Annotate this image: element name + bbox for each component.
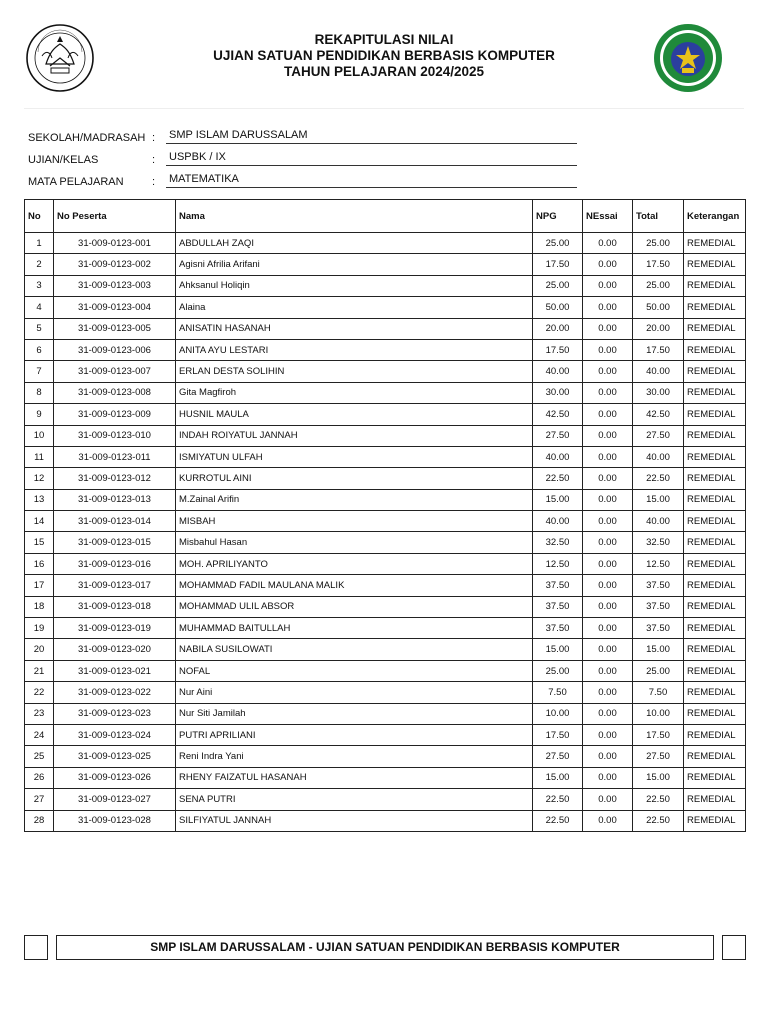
cell-nama: Agisni Afrilia Arifani: [176, 254, 533, 275]
cell-no: 12: [25, 468, 54, 489]
cell-no: 13: [25, 489, 54, 510]
cell-nessai: 0.00: [583, 767, 633, 788]
header-nessai: NEssai: [583, 200, 633, 233]
cell-peserta: 31-009-0123-004: [54, 297, 176, 318]
cell-npg: 15.00: [533, 639, 583, 660]
cell-npg: 20.00: [533, 318, 583, 339]
cell-nessai: 0.00: [583, 382, 633, 403]
cell-peserta: 31-009-0123-019: [54, 618, 176, 639]
cell-nama: PUTRI APRILIANI: [176, 724, 533, 745]
cell-total: 27.50: [633, 425, 684, 446]
cell-no: 14: [25, 511, 54, 532]
cell-npg: 37.50: [533, 618, 583, 639]
table-row: [25, 511, 746, 532]
score-table: [24, 199, 746, 832]
cell-keterangan: REMEDIAL: [684, 724, 746, 745]
cell-npg: 12.50: [533, 553, 583, 574]
cell-nama: HUSNIL MAULA: [176, 404, 533, 425]
cell-npg: 27.50: [533, 425, 583, 446]
cell-keterangan: REMEDIAL: [684, 575, 746, 596]
cell-peserta: 31-009-0123-018: [54, 596, 176, 617]
cell-keterangan: REMEDIAL: [684, 318, 746, 339]
title-line-3: TAHUN PELAJARAN 2024/2025: [283, 64, 485, 79]
title-line-1: REKAPITULASI NILAI: [314, 32, 454, 47]
cell-peserta: 31-009-0123-013: [54, 489, 176, 510]
cell-no: 27: [25, 789, 54, 810]
cell-peserta: 31-009-0123-011: [54, 446, 176, 467]
cell-no: 24: [25, 724, 54, 745]
info-row-ujian: [28, 149, 588, 171]
cell-nessai: 0.00: [583, 489, 633, 510]
cell-total: 12.50: [633, 553, 684, 574]
cell-total: 22.50: [633, 468, 684, 489]
cell-keterangan: REMEDIAL: [684, 746, 746, 767]
cell-npg: 7.50: [533, 682, 583, 703]
cell-nessai: 0.00: [583, 724, 633, 745]
cell-total: 17.50: [633, 254, 684, 275]
cell-peserta: 31-009-0123-027: [54, 789, 176, 810]
cell-peserta: 31-009-0123-016: [54, 553, 176, 574]
table-row: [25, 682, 746, 703]
cell-keterangan: REMEDIAL: [684, 553, 746, 574]
cell-keterangan: REMEDIAL: [684, 297, 746, 318]
cell-keterangan: REMEDIAL: [684, 339, 746, 360]
cell-no: 26: [25, 767, 54, 788]
cell-no: 28: [25, 810, 54, 831]
cell-total: 17.50: [633, 339, 684, 360]
cell-nama: SENA PUTRI: [176, 789, 533, 810]
cell-keterangan: REMEDIAL: [684, 639, 746, 660]
cell-total: 40.00: [633, 511, 684, 532]
cell-no: 10: [25, 425, 54, 446]
cell-npg: 17.50: [533, 254, 583, 275]
table-row: [25, 532, 746, 553]
header-npg: NPG: [533, 200, 583, 233]
cell-total: 25.00: [633, 233, 684, 254]
cell-no: 15: [25, 532, 54, 553]
cell-peserta: 31-009-0123-025: [54, 746, 176, 767]
cell-peserta: 31-009-0123-028: [54, 810, 176, 831]
cell-no: 18: [25, 596, 54, 617]
cell-keterangan: REMEDIAL: [684, 361, 746, 382]
cell-total: 20.00: [633, 318, 684, 339]
cell-npg: 25.00: [533, 660, 583, 681]
cell-nama: Gita Magfiroh: [176, 382, 533, 403]
cell-nama: INDAH ROIYATUL JANNAH: [176, 425, 533, 446]
cell-total: 25.00: [633, 660, 684, 681]
cell-nessai: 0.00: [583, 254, 633, 275]
cell-total: 40.00: [633, 361, 684, 382]
cell-no: 4: [25, 297, 54, 318]
colon: :: [152, 154, 156, 166]
cell-peserta: 31-009-0123-008: [54, 382, 176, 403]
cell-keterangan: REMEDIAL: [684, 596, 746, 617]
cell-no: 11: [25, 446, 54, 467]
cell-nama: Nur Siti Jamilah: [176, 703, 533, 724]
cell-nessai: 0.00: [583, 639, 633, 660]
cell-keterangan: REMEDIAL: [684, 703, 746, 724]
cell-keterangan: REMEDIAL: [684, 404, 746, 425]
cell-keterangan: REMEDIAL: [684, 810, 746, 831]
cell-peserta: 31-009-0123-015: [54, 532, 176, 553]
cell-keterangan: REMEDIAL: [684, 682, 746, 703]
cell-keterangan: REMEDIAL: [684, 532, 746, 553]
cell-total: 22.50: [633, 789, 684, 810]
cell-total: 15.00: [633, 639, 684, 660]
cell-keterangan: REMEDIAL: [684, 789, 746, 810]
mapel-value: MATEMATIKA: [166, 173, 577, 188]
cell-npg: 37.50: [533, 575, 583, 596]
cell-keterangan: REMEDIAL: [684, 767, 746, 788]
cell-peserta: 31-009-0123-012: [54, 468, 176, 489]
cell-npg: 50.00: [533, 297, 583, 318]
cell-total: 15.00: [633, 767, 684, 788]
cell-total: 30.00: [633, 382, 684, 403]
table-row: [25, 254, 746, 275]
cell-no: 22: [25, 682, 54, 703]
cell-nama: M.Zainal Arifin: [176, 489, 533, 510]
table-row: [25, 660, 746, 681]
table-row: [25, 724, 746, 745]
cell-total: 37.50: [633, 596, 684, 617]
table-row: [25, 489, 746, 510]
cell-peserta: 31-009-0123-022: [54, 682, 176, 703]
cell-nama: ISMIYATUN ULFAH: [176, 446, 533, 467]
cell-nessai: 0.00: [583, 532, 633, 553]
cell-npg: 37.50: [533, 596, 583, 617]
cell-nessai: 0.00: [583, 596, 633, 617]
exam-info: [28, 127, 588, 193]
table-row: [25, 746, 746, 767]
colon: :: [152, 176, 156, 188]
cell-nessai: 0.00: [583, 660, 633, 681]
table-row: [25, 468, 746, 489]
mapel-label: MATA PELAJARAN: [28, 176, 124, 188]
cell-peserta: 31-009-0123-009: [54, 404, 176, 425]
cell-no: 6: [25, 339, 54, 360]
cell-no: 21: [25, 660, 54, 681]
cell-total: 27.50: [633, 746, 684, 767]
cell-peserta: 31-009-0123-010: [54, 425, 176, 446]
table-header-row: [25, 200, 746, 233]
cell-npg: 40.00: [533, 361, 583, 382]
sekolah-value: SMP ISLAM DARUSSALAM: [166, 129, 577, 144]
cell-nama: Alaina: [176, 297, 533, 318]
table-row: [25, 767, 746, 788]
cell-total: 7.50: [633, 682, 684, 703]
cell-nessai: 0.00: [583, 468, 633, 489]
cell-nama: Misbahul Hasan: [176, 532, 533, 553]
table-row: [25, 553, 746, 574]
school-logo: [652, 22, 724, 94]
cell-nama: Reni Indra Yani: [176, 746, 533, 767]
cell-keterangan: REMEDIAL: [684, 660, 746, 681]
page-header: [0, 0, 768, 100]
cell-no: 25: [25, 746, 54, 767]
cell-keterangan: REMEDIAL: [684, 468, 746, 489]
cell-peserta: 31-009-0123-002: [54, 254, 176, 275]
table-row: [25, 339, 746, 360]
cell-npg: 25.00: [533, 275, 583, 296]
title-line-2: UJIAN SATUAN PENDIDIKAN BERBASIS KOMPUTER: [213, 48, 555, 63]
ujian-label: UJIAN/KELAS: [28, 154, 99, 166]
cell-nessai: 0.00: [583, 297, 633, 318]
cell-nessai: 0.00: [583, 575, 633, 596]
cell-npg: 15.00: [533, 489, 583, 510]
cell-nessai: 0.00: [583, 361, 633, 382]
cell-total: 32.50: [633, 532, 684, 553]
cell-total: 42.50: [633, 404, 684, 425]
info-row-sekolah: [28, 127, 588, 149]
cell-peserta: 31-009-0123-006: [54, 339, 176, 360]
cell-total: 17.50: [633, 724, 684, 745]
cell-no: 20: [25, 639, 54, 660]
cell-npg: 40.00: [533, 446, 583, 467]
cell-nessai: 0.00: [583, 318, 633, 339]
header-divider: [24, 108, 744, 109]
cell-nessai: 0.00: [583, 618, 633, 639]
cell-peserta: 31-009-0123-021: [54, 660, 176, 681]
cell-total: 25.00: [633, 275, 684, 296]
cell-no: 3: [25, 275, 54, 296]
cell-npg: 22.50: [533, 468, 583, 489]
table-row: [25, 233, 746, 254]
table-row: [25, 575, 746, 596]
cell-peserta: 31-009-0123-024: [54, 724, 176, 745]
cell-keterangan: REMEDIAL: [684, 618, 746, 639]
header-total: Total: [633, 200, 684, 233]
table-row: [25, 446, 746, 467]
cell-nessai: 0.00: [583, 789, 633, 810]
cell-nessai: 0.00: [583, 703, 633, 724]
cell-peserta: 31-009-0123-020: [54, 639, 176, 660]
cell-nessai: 0.00: [583, 275, 633, 296]
cell-npg: 22.50: [533, 810, 583, 831]
cell-peserta: 31-009-0123-001: [54, 233, 176, 254]
cell-peserta: 31-009-0123-023: [54, 703, 176, 724]
cell-total: 40.00: [633, 446, 684, 467]
table-row: [25, 361, 746, 382]
header-no: No: [25, 200, 54, 233]
document-title: [140, 32, 628, 80]
cell-peserta: 31-009-0123-005: [54, 318, 176, 339]
footer-right-box: [722, 935, 746, 960]
cell-total: 50.00: [633, 297, 684, 318]
table-row: [25, 404, 746, 425]
cell-total: 15.00: [633, 489, 684, 510]
cell-nama: Ahksanul Holiqin: [176, 275, 533, 296]
table-row: [25, 639, 746, 660]
cell-nama: ABDULLAH ZAQI: [176, 233, 533, 254]
cell-peserta: 31-009-0123-026: [54, 767, 176, 788]
cell-total: 37.50: [633, 618, 684, 639]
cell-peserta: 31-009-0123-003: [54, 275, 176, 296]
cell-no: 2: [25, 254, 54, 275]
cell-keterangan: REMEDIAL: [684, 275, 746, 296]
footer-left-box: [24, 935, 48, 960]
header-nama: Nama: [176, 200, 533, 233]
cell-total: 22.50: [633, 810, 684, 831]
cell-peserta: 31-009-0123-014: [54, 511, 176, 532]
cell-nama: ANITA AYU LESTARI: [176, 339, 533, 360]
cell-total: 10.00: [633, 703, 684, 724]
cell-no: 19: [25, 618, 54, 639]
cell-nessai: 0.00: [583, 682, 633, 703]
cell-no: 7: [25, 361, 54, 382]
cell-no: 1: [25, 233, 54, 254]
cell-nama: Nur Aini: [176, 682, 533, 703]
cell-npg: 42.50: [533, 404, 583, 425]
cell-keterangan: REMEDIAL: [684, 489, 746, 510]
cell-nessai: 0.00: [583, 339, 633, 360]
cell-peserta: 31-009-0123-007: [54, 361, 176, 382]
cell-npg: 40.00: [533, 511, 583, 532]
cell-keterangan: REMEDIAL: [684, 446, 746, 467]
cell-npg: 17.50: [533, 724, 583, 745]
colon: :: [152, 132, 156, 144]
cell-no: 5: [25, 318, 54, 339]
cell-keterangan: REMEDIAL: [684, 233, 746, 254]
header-keterangan: Keterangan: [684, 200, 746, 233]
cell-nama: RHENY FAIZATUL HASANAH: [176, 767, 533, 788]
table-row: [25, 618, 746, 639]
table-row: [25, 810, 746, 831]
table-row: [25, 425, 746, 446]
cell-no: 23: [25, 703, 54, 724]
cell-nessai: 0.00: [583, 233, 633, 254]
info-row-mapel: [28, 171, 588, 193]
table-row: [25, 382, 746, 403]
cell-npg: 15.00: [533, 767, 583, 788]
header-peserta: No Peserta: [54, 200, 176, 233]
cell-nama: MOHAMMAD ULIL ABSOR: [176, 596, 533, 617]
cell-nama: MOH. APRILIYANTO: [176, 553, 533, 574]
cell-keterangan: REMEDIAL: [684, 254, 746, 275]
cell-npg: 27.50: [533, 746, 583, 767]
cell-nessai: 0.00: [583, 553, 633, 574]
cell-no: 8: [25, 382, 54, 403]
cell-keterangan: REMEDIAL: [684, 425, 746, 446]
cell-nama: NOFAL: [176, 660, 533, 681]
cell-nessai: 0.00: [583, 746, 633, 767]
cell-total: 37.50: [633, 575, 684, 596]
table-row: [25, 297, 746, 318]
cell-nama: MISBAH: [176, 511, 533, 532]
cell-nama: MUHAMMAD BAITULLAH: [176, 618, 533, 639]
sekolah-label: SEKOLAH/MADRASAH: [28, 132, 146, 144]
cell-npg: 25.00: [533, 233, 583, 254]
table-row: [25, 318, 746, 339]
cell-nessai: 0.00: [583, 810, 633, 831]
cell-no: 9: [25, 404, 54, 425]
cell-nessai: 0.00: [583, 425, 633, 446]
cell-nama: SILFIYATUL JANNAH: [176, 810, 533, 831]
cell-nessai: 0.00: [583, 511, 633, 532]
table-row: [25, 789, 746, 810]
cell-no: 16: [25, 553, 54, 574]
cell-peserta: 31-009-0123-017: [54, 575, 176, 596]
cell-nama: MOHAMMAD FADIL MAULANA MALIK: [176, 575, 533, 596]
cell-npg: 17.50: [533, 339, 583, 360]
cell-npg: 22.50: [533, 789, 583, 810]
cell-nessai: 0.00: [583, 446, 633, 467]
cell-keterangan: REMEDIAL: [684, 382, 746, 403]
cell-no: 17: [25, 575, 54, 596]
cell-npg: 10.00: [533, 703, 583, 724]
table-row: [25, 596, 746, 617]
cell-nama: ANISATIN HASANAH: [176, 318, 533, 339]
cell-nama: KURROTUL AINI: [176, 468, 533, 489]
cell-nama: NABILA SUSILOWATI: [176, 639, 533, 660]
cell-nama: ERLAN DESTA SOLIHIN: [176, 361, 533, 382]
ujian-value: USPBK / IX: [166, 151, 577, 166]
footer-text: SMP ISLAM DARUSSALAM - UJIAN SATUAN PENDIDIKAN BERBASIS KOMPUTER: [56, 935, 714, 960]
cell-keterangan: REMEDIAL: [684, 511, 746, 532]
table-row: [25, 703, 746, 724]
cell-npg: 30.00: [533, 382, 583, 403]
tut-wuri-handayani-logo: [24, 22, 96, 94]
table-row: [25, 275, 746, 296]
cell-nessai: 0.00: [583, 404, 633, 425]
cell-npg: 32.50: [533, 532, 583, 553]
table-body: [25, 233, 746, 832]
